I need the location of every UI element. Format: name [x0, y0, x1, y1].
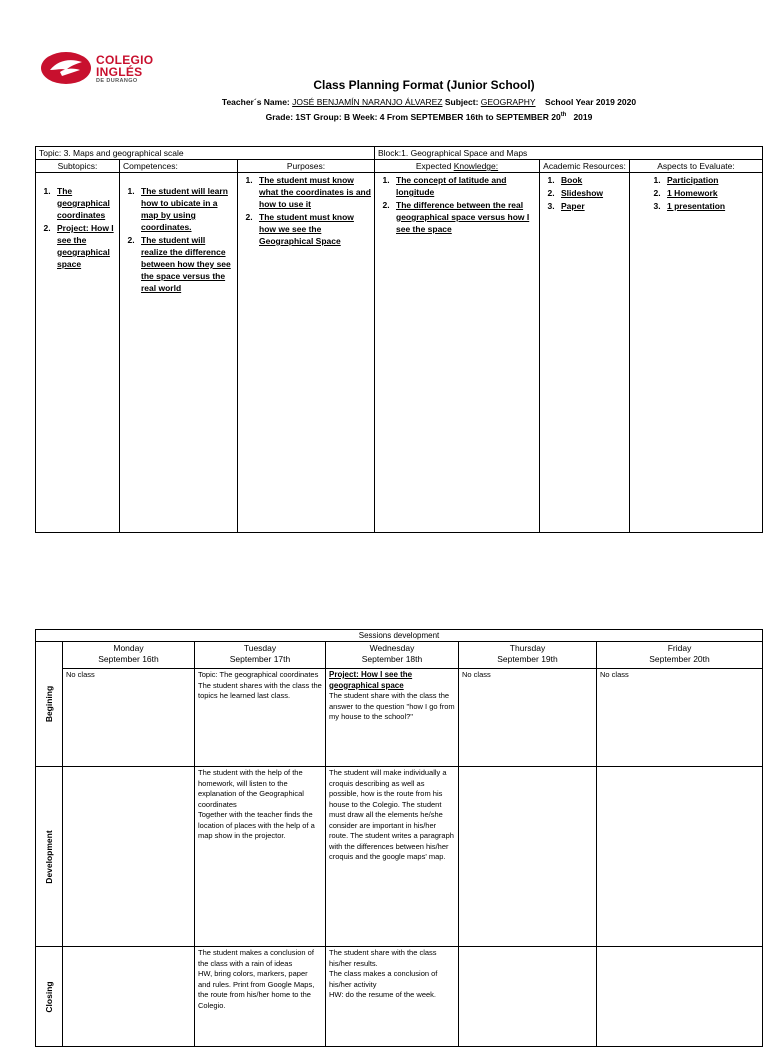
school-year: School Year 2019 2020: [545, 97, 637, 107]
day-header-wednesday: Wednesday September 18th: [326, 642, 459, 669]
development-friday: [597, 767, 763, 947]
expected-underlined: Knowledge:: [453, 161, 499, 171]
subject-name: GEOGRAPHY: [480, 97, 536, 107]
list-item: 3. 1 presentation: [663, 200, 759, 212]
grade-year: 2019: [566, 112, 593, 122]
teacher-line: [90, 97, 768, 107]
resources-cell: [540, 173, 630, 533]
knowledge-cell: [375, 173, 540, 533]
day-header-thursday: Thursday September 19th: [459, 642, 597, 669]
beginning-thursday: No class: [459, 669, 597, 767]
list-item: 1. The geographical coordinates: [53, 185, 116, 221]
project-title: Project: How I see the geographical space: [329, 670, 413, 690]
list-item: 2. The difference between the real geographical space versus how I see the space: [392, 199, 536, 235]
day-header-tuesday: Tuesday September 17th: [195, 642, 326, 669]
development-tuesday: The student with the help of the homework, will listen to the explanation of the Geographical coordinates Together with the teacher finds the location of places with the help of a map show in the projector.: [195, 767, 326, 947]
list-item: 1. Participation: [663, 174, 759, 186]
closing-label: Closing: [44, 980, 54, 1013]
aspects-cell: [630, 173, 763, 533]
beginning-label: Begining: [44, 685, 54, 723]
closing-thursday: [459, 947, 597, 1047]
header-expected-knowledge: [375, 160, 540, 173]
beginning-monday: No class: [63, 669, 195, 767]
purposes-cell: [238, 173, 375, 533]
list-item: 2. The student will realize the difference between how they see the space versus the real world: [137, 234, 234, 294]
closing-monday: [63, 947, 195, 1047]
list-item: 1. Book: [557, 174, 626, 186]
day-header-friday: Friday September 20th: [597, 642, 763, 669]
subtopics-cell: [36, 173, 120, 533]
development-monday: [63, 767, 195, 947]
header-aspects: Aspects to Evaluate:: [630, 160, 763, 173]
list-item: 3. Paper: [557, 200, 626, 212]
block-cell: Block:1. Geographical Space and Maps: [375, 147, 763, 160]
day-header-monday: Monday September 16th: [63, 642, 195, 669]
closing-friday: [597, 947, 763, 1047]
header-competences: Competences:: [120, 160, 238, 173]
development-label: Development: [44, 829, 54, 884]
document-title: Class Planning Format (Junior School): [313, 78, 535, 92]
grade-line: [90, 112, 768, 122]
development-wednesday: The student will make individually a croquis describing as well as possible, how is the route from his house to the Colegio. The student must draw all the elements he/she consider are important in his/her route. The student writes a paragraph with the differences between his/her croquis and the google maps' map.: [326, 767, 459, 947]
beginning-tuesday: Topic: The geographical coordinates The student shares with the class the topics he learned last class.: [195, 669, 326, 767]
closing-wednesday: The student share with the class his/her results. The class makes a conclusion of his/her activity HW: do the resume of the week.: [326, 947, 459, 1047]
row-label-beginning: [36, 642, 63, 767]
list-item: 2. Slideshow: [557, 187, 626, 199]
header-subtopics: Subtopics:: [36, 160, 120, 173]
list-item: 1. The concept of latitude and longitude: [392, 174, 536, 198]
list-item: 2. The student must know how we see the Geographical Space: [255, 211, 371, 247]
logo-text-line1: COLEGIO: [96, 53, 154, 67]
list-item: 2. 1 Homework: [663, 187, 759, 199]
development-thursday: [459, 767, 597, 947]
closing-tuesday: The student makes a conclusion of the class with a rain of ideas HW, bring colors, markers, paper and rules. Print from Google Maps, the route from his/her home to the Colegio.: [195, 947, 326, 1047]
topic-cell: Topic: 3. Maps and geographical scale: [36, 147, 375, 160]
header-purposes: Purposes:: [238, 160, 375, 173]
row-label-development: [36, 767, 63, 947]
logo-text-line2: INGLÉS: [96, 65, 143, 79]
beginning-friday: No class: [597, 669, 763, 767]
grade-text: Grade: 1ST Group: B Week: 4 From SEPTEMBER 16th to SEPTEMBER 20: [265, 112, 561, 122]
planning-table: [35, 146, 763, 533]
subject-label: Subject:: [444, 97, 479, 107]
beginning-wednesday-text: The student share with the class the answer to the question "how I go from my house to the school?": [329, 691, 455, 721]
document-header: [0, 78, 768, 122]
beginning-wednesday: [326, 669, 459, 767]
list-item: 1. The student must know what the coordinates is and how to use it: [255, 174, 371, 210]
list-item: 1. The student will learn how to ubicate in a map by using coordinates.: [137, 185, 234, 233]
header-academic-resources: Academic Resources:: [540, 160, 630, 173]
list-item: 2. Project: How I see the geographical space: [53, 222, 116, 270]
competences-cell: [120, 173, 238, 533]
teacher-label: Teacher´s Name:: [221, 97, 290, 107]
sessions-title: Sessions development: [36, 630, 763, 642]
grade-superscript: th: [560, 112, 567, 119]
teacher-name: JOSÉ BENJAMÍN NARANJO ÁLVAREZ: [292, 97, 443, 107]
sessions-table: [35, 629, 763, 1047]
row-label-closing: [36, 947, 63, 1047]
expected-prefix: Expected: [415, 161, 454, 171]
logo-text-line3: DE DURANGO: [96, 78, 138, 84]
